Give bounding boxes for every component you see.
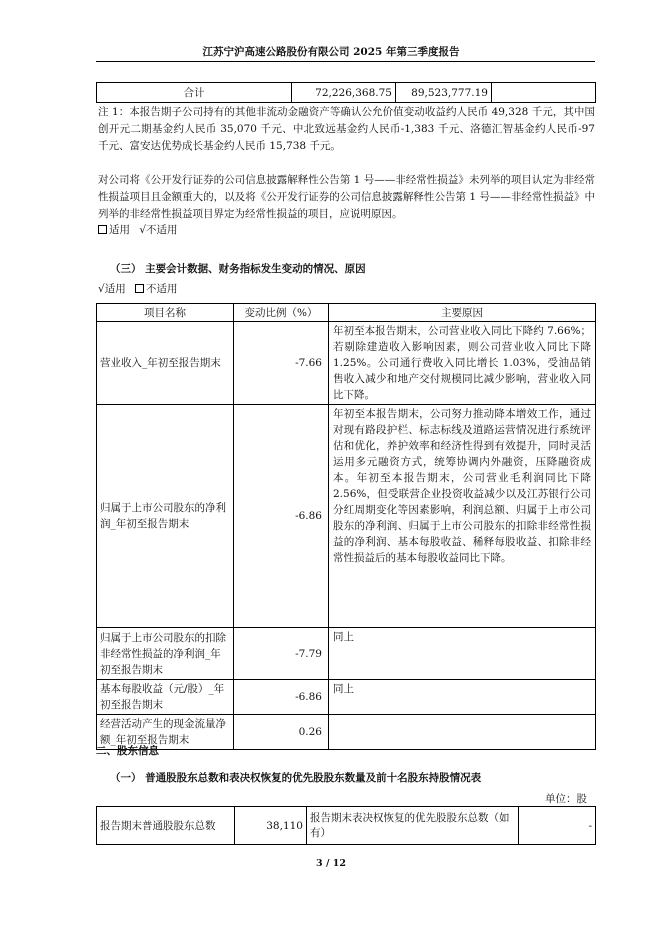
row-item-name: 归属于上市公司股东的净利润_年初至报告期末: [97, 405, 234, 628]
choice-applicable-label: 适用: [104, 283, 126, 295]
section-3-title: （三） 主要会计数据、财务指标发生变动的情况、原因: [110, 263, 366, 275]
header-item-name: 项目名称: [97, 304, 234, 322]
page-header: 江苏宁沪高速公路股份有限公司 2025 年第三季度报告: [202, 46, 460, 58]
applicability-choice-2: [98, 281, 178, 296]
row-change-ratio: -6.86: [234, 680, 329, 715]
preferred-shareholders-label: 报告期末表决权恢复的优先股股东总数（如有）: [307, 807, 519, 845]
row-change-ratio: 0.26: [234, 715, 329, 750]
total-label: 合计: [97, 83, 292, 103]
total-table: [96, 82, 596, 103]
row-item-name: 基本每股收益（元/股）_年初至报告期末: [97, 680, 234, 715]
row-change-ratio: -7.79: [234, 628, 329, 680]
choice-not-applicable-label: 不适用: [146, 224, 178, 236]
common-shareholders-label: 报告期末普通股股东总数: [97, 807, 235, 845]
table-row: [97, 405, 596, 628]
checkbox-empty-icon: [135, 284, 144, 293]
shareholder-count-table: [96, 806, 596, 845]
header-change-ratio: 变动比例（%）: [234, 304, 329, 322]
header-divider: [96, 61, 595, 62]
section-2-1-title: （一） 普通股股东总数和表决权恢复的优先股股东数量及前十名股东持股情况表: [110, 772, 482, 784]
row-item-name: 经营活动产生的现金流量净额_年初至报告期末: [97, 715, 234, 750]
check-mark-icon: √: [139, 224, 147, 236]
table-row: [97, 680, 596, 715]
row-main-reason: [329, 715, 596, 750]
total-value-2: 89,523,777.19: [396, 83, 492, 103]
choice-applicable-label: 适用: [109, 224, 130, 236]
row-item-name: 营业收入_年初至报告期末: [97, 322, 234, 405]
row-main-reason: 年初至本报告期末，公司努力推动降本增效工作，通过对现有路段护栏、标志标线及道路运营情况进行系统评估和优化，养护效率和经济性得到有效提升，同时灵活运用多元融资方式，统筹协调内外融资，压降融资成本。年初至本报告期末，公司营业毛利润同比下降 2.56%，但受联营企业投资收益减少以及江苏银行公司分红周期变化等因素影响，利润总额、归属于上市公司股东的净利润、归属于上市公司股东的扣除非经常性损益的净利润、基本每股收益、稀释每股收益、扣除非经常性损益后的基本每股收益同比下降。: [329, 405, 596, 628]
row-change-ratio: -7.66: [234, 322, 329, 405]
preferred-shareholders-value: -: [519, 807, 596, 845]
checkbox-empty-icon: [98, 225, 107, 234]
total-value-1: 72,226,368.75: [292, 83, 396, 103]
total-row: [97, 83, 596, 103]
change-table: [96, 303, 596, 750]
table-row: [97, 628, 596, 680]
table-header-row: [97, 304, 596, 322]
applicability-choice-1: [98, 222, 178, 237]
row-item-name: 归属于上市公司股东的扣除非经常性损益的净利润_年初至报告期末: [97, 628, 234, 680]
check-mark-icon: √: [98, 283, 105, 295]
row-main-reason: 年初至本报告期末，公司营业收入同比下降约 7.66%；若剔除建造收入影响因素，则公司营业收入同比下降 1.25%。公司通行费收入同比增长 1.03%，受油品销售收入减少和地产交付规模同比减少影响，营业收入同比下降。: [329, 322, 596, 405]
table-row: [97, 715, 596, 750]
section-2-title: 二、股东信息: [96, 745, 159, 757]
row-main-reason: 同上: [329, 680, 596, 715]
row-main-reason: 同上: [329, 628, 596, 680]
explanation-paragraph: 对公司将《公开发行证券的公司信息披露解释性公告第 1 号——非经常性损益》未列举的项目认定为非经常性损益项目且金额重大的，以及将《公开发行证券的公司信息披露解释性公告第 1 号——非经常性损益》中列举的非经常性损益项目界定为经常性损益的项目，应说明原因。: [98, 174, 595, 220]
note-1: 注 1：本报告期子公司持有的其他非流动金融资产等确认公允价值变动收益约人民币 49,328 千元，其中国创开元二期基金约人民币 35,070 千元、中北致远基金约人民币-1,383 千元、洛德汇智基金约人民币-97 千元、富安达优势成长基金约人民币 15,738 千元。: [98, 106, 595, 152]
table-row: [97, 322, 596, 405]
row-change-ratio: -6.86: [234, 405, 329, 628]
page-number: 3 / 12: [316, 858, 346, 869]
header-main-reason: 主要原因: [329, 304, 596, 322]
common-shareholders-value: 38,110: [235, 807, 307, 845]
unit-label: 单位：股: [545, 793, 587, 805]
table-row: [97, 807, 596, 845]
choice-not-applicable-label: 不适用: [146, 283, 178, 295]
total-value-3: [492, 83, 596, 103]
